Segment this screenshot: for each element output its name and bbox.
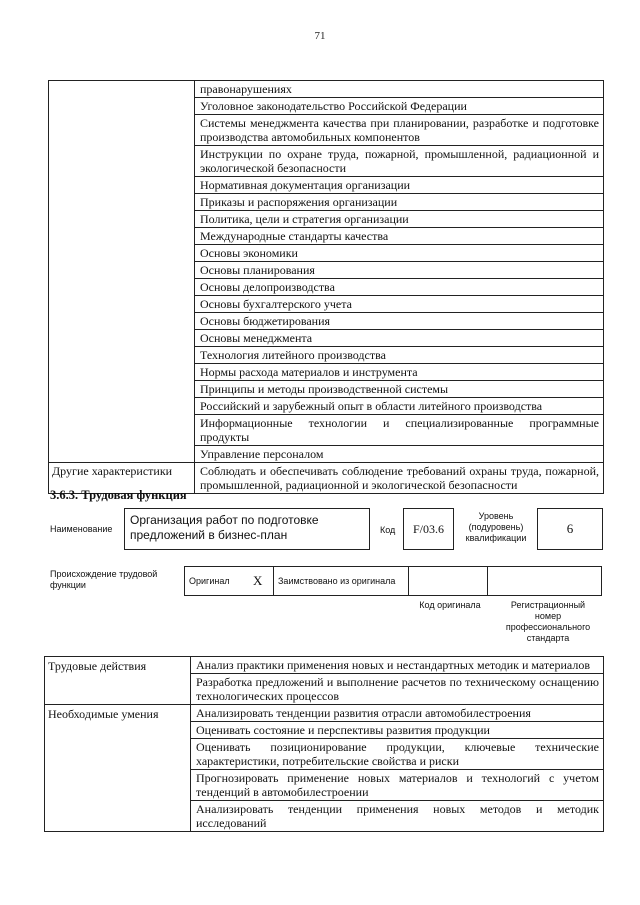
list-item: Основы бюджетирования [195, 313, 603, 330]
level-label: Уровень (подуровень) квалификации [465, 511, 527, 543]
code-label: Код [380, 525, 396, 535]
list-item: Оценивать состояние и перспективы развития продукции [191, 722, 603, 739]
row-items [195, 463, 604, 494]
list-item: правонарушениях [195, 81, 603, 98]
row-items [195, 81, 604, 463]
list-item: Информационные технологии и специализированные программные продукты [195, 415, 603, 446]
table-row [45, 705, 604, 832]
origin-reg-cell [488, 567, 602, 596]
list-item: Политика, цели и стратегия организации [195, 211, 603, 228]
list-item: Анализировать тенденции развития отрасли автомобилестроения [191, 705, 603, 722]
function-name-box: Организация работ по подготовке предложений в бизнес-план [124, 508, 370, 550]
origin-table [184, 566, 602, 596]
level-box: 6 [537, 508, 603, 550]
function-details-table [44, 656, 604, 832]
list-item: Разработка предложений и выполнение расчетов по техническому оснащению технологических процессов [196, 675, 599, 703]
list-item: Управление персоналом [200, 447, 324, 461]
origin-label: Происхождение трудовой функции [50, 569, 158, 590]
function-code-box: F/03.6 [403, 508, 454, 550]
origin-code-cell [409, 567, 488, 596]
list-item: Соблюдать и обеспечивать соблюдение требований охраны труда, пожарной, промышленной, радиационной и экологической безопасности [200, 464, 599, 492]
row-label: Другие характеристики [49, 463, 195, 494]
list-item: Приказы и распоряжения организации [195, 194, 603, 211]
list-item: Основы экономики [195, 245, 603, 262]
section-heading: 3.6.3. Трудовая функция [50, 488, 187, 502]
name-label: Наименование [50, 524, 113, 534]
knowledge-table [48, 80, 604, 494]
list-item: Основы бухгалтерского учета [195, 296, 603, 313]
list-item: Оценивать позиционирование продукции, ключевые технические характеристики, потребительские свойства и риски [191, 739, 603, 770]
row-items [191, 657, 604, 705]
list-item: Российский и зарубежный опыт в области литейного производства [195, 398, 603, 415]
list-item: Анализировать тенденции применения новых методов и методик исследований [196, 802, 599, 830]
row-label: Необходимые умения [45, 705, 191, 832]
list-item: Основы делопроизводства [195, 279, 603, 296]
page-number: 71 [314, 30, 326, 42]
row-items [191, 705, 604, 832]
list-item: Технология литейного производства [195, 347, 603, 364]
list-item: Нормы расхода материалов и инструмента [195, 364, 603, 381]
origin-borrowed-label: Заимствовано из оригинала [274, 567, 409, 596]
table-row [45, 657, 604, 705]
list-item: Принципы и методы производственной системы [195, 381, 603, 398]
list-item: Нормативная документация организации [195, 177, 603, 194]
row-label [49, 81, 195, 463]
origin-reg-caption: Регистрационный номер профессионального стандарта [505, 600, 591, 643]
list-item: Прогнозировать применение новых материалов и технологий с учетом тенденций в автомобилестроении [191, 770, 603, 801]
list-item: Международные стандарты качества [195, 228, 603, 245]
list-item: Уголовное законодательство Российской Федерации [195, 98, 603, 115]
origin-code-caption: Код оригинала [419, 600, 481, 610]
origin-original-label: Оригинал [185, 567, 250, 596]
list-item: Основы менеджмента [195, 330, 603, 347]
list-item: Инструкции по охране труда, пожарной, промышленной, радиационной и экологической безопасности [195, 146, 603, 177]
list-item: Основы планирования [195, 262, 603, 279]
row-label: Трудовые действия [45, 657, 191, 705]
list-item: Системы менеджмента качества при планировании, разработке и подготовке производства автомобильных компонентов [195, 115, 603, 146]
table-row [49, 81, 604, 463]
list-item: Анализ практики применения новых и нестандартных методик и материалов [191, 657, 603, 674]
origin-mark: X [249, 567, 274, 596]
